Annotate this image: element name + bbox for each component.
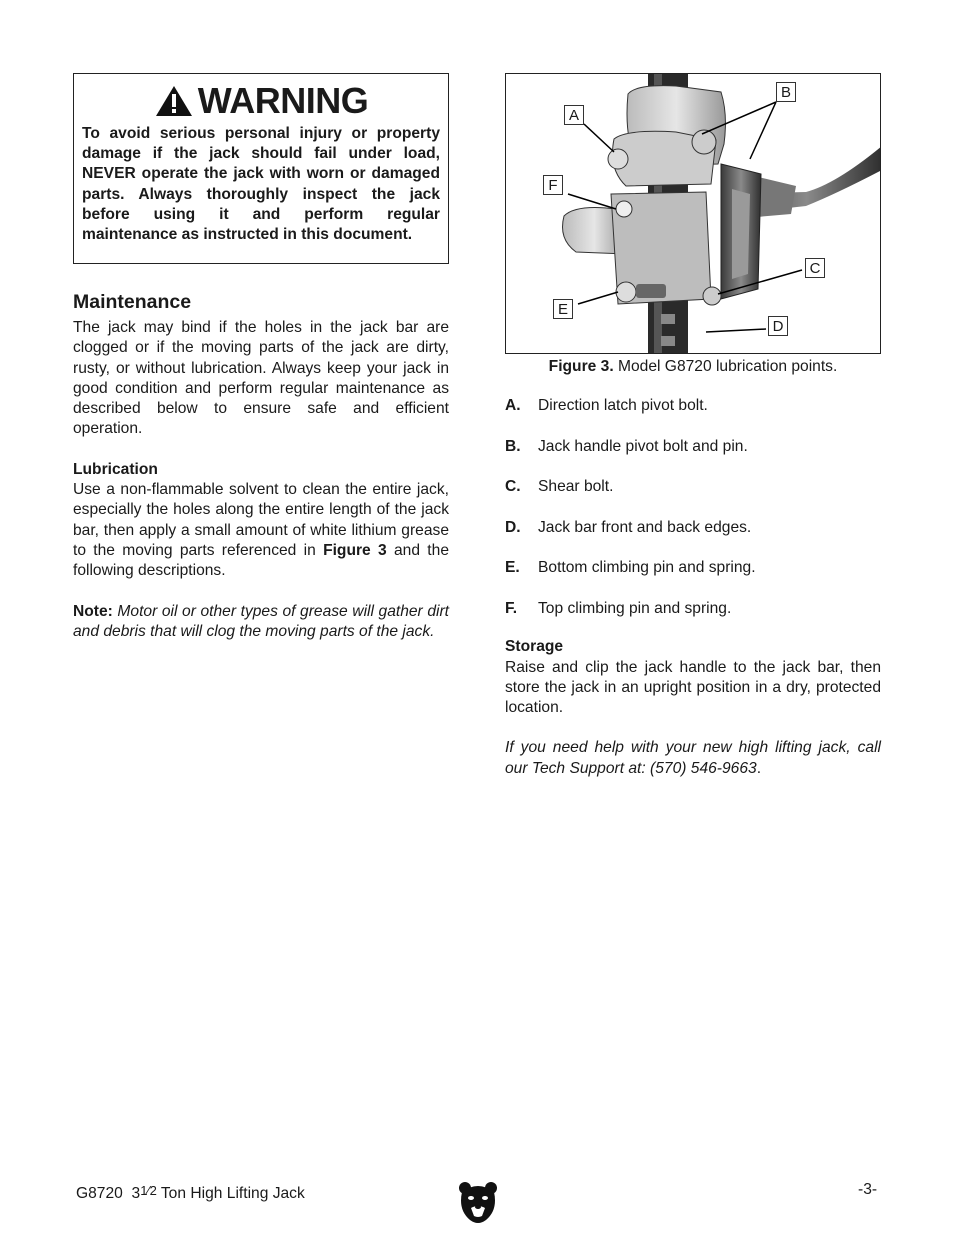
note: Note: Motor oil or other types of grease will gather dirt and debris that will clog the moving parts of the jack. bbox=[73, 602, 449, 640]
left-column bbox=[73, 73, 449, 642]
callout-c: C bbox=[805, 258, 825, 278]
warning-triangle-icon bbox=[154, 84, 194, 118]
list-item: E. Bottom climbing pin and spring. bbox=[505, 559, 756, 577]
parts-list bbox=[505, 396, 881, 619]
storage-text: Raise and clip the jack handle to the jack bar, then store the jack in an upright position in a dry, protected location. bbox=[505, 658, 881, 717]
list-item: F. Top climbing pin and spring. bbox=[505, 599, 732, 617]
callout-f: F bbox=[543, 175, 563, 195]
callout-e: E bbox=[553, 299, 573, 319]
list-item: C. Shear bolt. bbox=[505, 478, 614, 496]
figure-caption: Figure 3. Model G8720 lubrication points. bbox=[548, 358, 838, 375]
callout-d: D bbox=[768, 316, 788, 336]
warning-text: To avoid serious personal injury or property damage if the jack should fail under load, NEVER operate the jack with worn or damaged parts. Always thoroughly inspect the jack before using it and perform regular maintenance as instructed in this document. bbox=[82, 125, 440, 244]
list-item: B. Jack handle pivot bolt and pin. bbox=[505, 437, 748, 455]
figure-3 bbox=[505, 73, 881, 354]
callout-a: A bbox=[564, 105, 584, 125]
figure-reference: Figure 3 bbox=[323, 541, 387, 559]
lubrication-text: Use a non-flammable solvent to clean the entire jack, especially the holes along the entire length of the jack bar, then apply a small amount of white lithium grease to the moving parts referenced in Figure 3 and the following descriptions. bbox=[73, 481, 449, 580]
bear-logo-icon bbox=[458, 1180, 498, 1224]
tech-support-note: If you need help with your new high lifting jack, call our Tech Support at: (570) 546-9663. bbox=[505, 739, 881, 777]
right-column bbox=[505, 73, 881, 779]
warning-box bbox=[73, 73, 449, 264]
storage-heading: Storage bbox=[505, 638, 564, 656]
page-number: -3- bbox=[858, 1181, 878, 1198]
maintenance-heading: Maintenance bbox=[73, 291, 192, 313]
list-item: A. Direction latch pivot bolt. bbox=[505, 397, 708, 414]
list-item: D. Jack bar front and back edges. bbox=[505, 518, 752, 536]
callout-b: B bbox=[776, 82, 796, 102]
footer-title: G8720 31⁄2 Ton High Lifting Jack bbox=[76, 1183, 305, 1202]
lubrication-heading: Lubrication bbox=[73, 460, 158, 478]
warning-title: WARNING bbox=[82, 82, 440, 120]
maintenance-intro: The jack may bind if the holes in the jack bar are clogged or if the moving parts of the jack are dirty, rusty, or without lubrication. Always keep your jack in good condition and perform regular maintenance as described below to ensure safe and efficient operation. bbox=[73, 319, 449, 438]
